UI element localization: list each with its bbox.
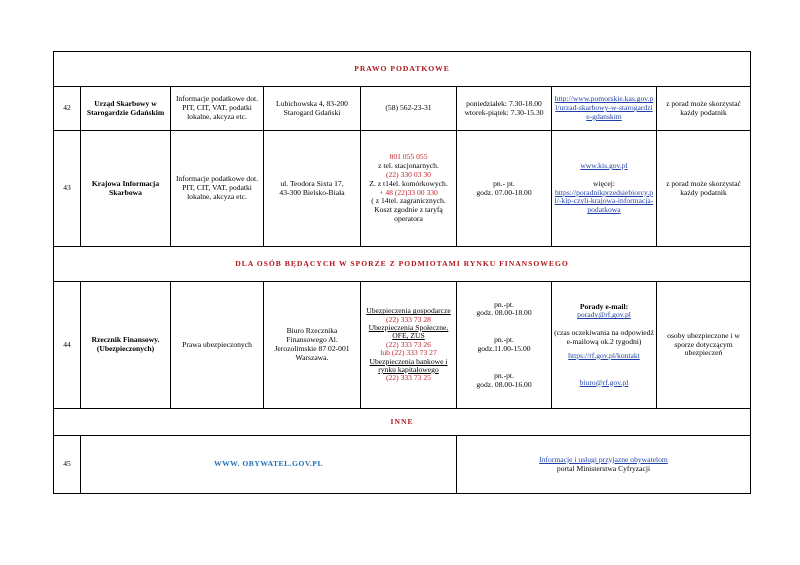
- hours-cell: [457, 282, 552, 409]
- row-number: 44: [54, 282, 81, 409]
- section-row: [54, 247, 751, 282]
- phone-cell: [361, 131, 457, 247]
- more-label: więcej:: [593, 178, 615, 188]
- address-line: 43-300 Bielsko-Biała: [279, 187, 345, 197]
- website-link[interactable]: https://rf.gov.pl/kontakt: [568, 350, 640, 360]
- email-note: (czas oczekiwania na odpowiedź e-mailową ok.2 tygodni): [554, 328, 654, 346]
- hours-line: pn.-pt.: [494, 370, 514, 380]
- address-cell: [264, 131, 361, 247]
- hours-line: pn.-pt.: [494, 335, 514, 345]
- phone-number: (22) 333 73 25: [386, 373, 431, 383]
- institution-name: Krajowa Informacja Skarbowa: [81, 131, 171, 247]
- eligibility-cell: osoby ubezpieczone i w sporze dotyczącym ubezpieczeń: [657, 282, 751, 409]
- section-title-prawo-podatkowe: PRAWO PODATKOWE: [54, 52, 751, 87]
- phone-note: ( z 14tel. zagranicznych. Koszt zgodnie z taryfą operatora: [371, 196, 446, 223]
- hours-line: godz. 07.00-18.00: [476, 187, 532, 197]
- row-number: 43: [54, 131, 81, 247]
- section-row: [54, 52, 751, 87]
- phone-note: z tel. stacjonarnych.: [378, 161, 439, 171]
- section-title-spor: DLA OSÓB BĘDĄCYCH W SPORZE Z PODMIOTAMI RYNKU FINANSOWEGO: [54, 247, 751, 282]
- scope-cell: Prawa ubezpieczonych: [171, 282, 264, 409]
- hours-line: poniedziałek: 7.30-18.00: [466, 98, 542, 108]
- website-cell: [552, 87, 657, 131]
- portal-description: portal Ministerstwa Cyfryzacji: [556, 463, 651, 473]
- hours-line: godz. 08.00-16.00: [476, 379, 532, 389]
- institution-name: Rzecznik Finansowy. (Ubezpieczonych): [81, 282, 171, 409]
- hours-line: godz. 08.00-18.00: [476, 308, 532, 318]
- institution-name: Urząd Skarbowy w Starogardzie Gdańskim: [81, 87, 171, 131]
- email-link[interactable]: biuro@rf.gov.pl: [579, 377, 629, 387]
- hours-line: pn.- pt.: [493, 178, 515, 188]
- row-number: 42: [54, 87, 81, 131]
- table-row: [54, 131, 751, 247]
- website-link[interactable]: www.kis.gov.pl: [580, 161, 628, 170]
- email-link[interactable]: porady@rf.gov.pl: [577, 310, 631, 320]
- phone-cell: [361, 282, 457, 409]
- contact-table: [53, 51, 751, 494]
- phone-number: + 48 (22)33 00 330: [379, 187, 438, 197]
- address-line: ul. Teodora Sixta 17,: [280, 178, 344, 188]
- phone-number: (22) 333 73 26: [386, 339, 431, 349]
- hours-cell: [457, 87, 552, 131]
- phone-cell: (58) 562-23-31: [361, 87, 457, 131]
- phone-note: Z. z t14el. komórkowych.: [369, 178, 448, 188]
- hours-line: pn.-pt.: [494, 299, 514, 309]
- table-row: [54, 436, 751, 494]
- hours-line: wtorek-piątek: 7.30-15.30: [464, 107, 544, 117]
- eligibility-cell: z porad może skorzystać każdy podatnik: [657, 131, 751, 247]
- phone-category: Ubezpieczenia Społeczne, OFE, ZUS: [368, 322, 449, 341]
- phone-number: (22) 330 03 30: [386, 169, 431, 179]
- table-row: [54, 282, 751, 409]
- scope-cell: Informacje podatkowe dot. PIT, CIT, VAT, podatki lokalne, akcyza etc.: [171, 87, 264, 131]
- address-cell: Biuro Rzecznika Finansowego Al. Jerozolimskie 87 02-001 Warszawa.: [264, 282, 361, 409]
- phone-number: 801 055 055: [389, 152, 428, 162]
- website-link[interactable]: http://www.pomorskie.kas.gov.pl/urzad-skarbowy-w-starogardzie-gdanskim: [554, 94, 654, 121]
- section-title-inne: INNE: [54, 409, 751, 436]
- table-row: [54, 87, 751, 131]
- hours-cell: [457, 131, 552, 247]
- contact-cell: [552, 282, 657, 409]
- eligibility-cell: z porad może skorzystać każdy podatnik: [657, 87, 751, 131]
- hours-line: godz.11.00-15.00: [477, 344, 531, 353]
- phone-category: Ubezpieczenia bankowe i rynku kapitałowego: [369, 356, 448, 375]
- email-title: Porady e-mail:: [579, 301, 629, 311]
- address-cell: Lubichowska 4, 83-200 Starogard Gdański: [264, 87, 361, 131]
- section-row: [54, 409, 751, 436]
- portal-cell: [457, 436, 751, 494]
- scope-cell: Informacje podatkowe dot. PIT, CIT, VAT, podatki lokalne, akcyza etc.: [171, 131, 264, 247]
- website-cell: [552, 131, 657, 247]
- website-link[interactable]: https://poradnikprzedsiebiorcy.pl/-kip-czyli-krajowa-informacja-podatkowa: [554, 187, 654, 215]
- row-number: 45: [54, 436, 81, 494]
- phone-category: Ubezpieczenia gospodarcze: [366, 306, 451, 316]
- portal-link[interactable]: Informacje i usługi przyjazne obywatelom: [539, 454, 668, 464]
- phone-number: lub (22) 333 73 27: [380, 348, 437, 358]
- obywatel-site-link[interactable]: WWW. OBYWATEL.GOV.PL: [81, 436, 457, 494]
- phone-number: (22) 333 73 28: [386, 314, 431, 324]
